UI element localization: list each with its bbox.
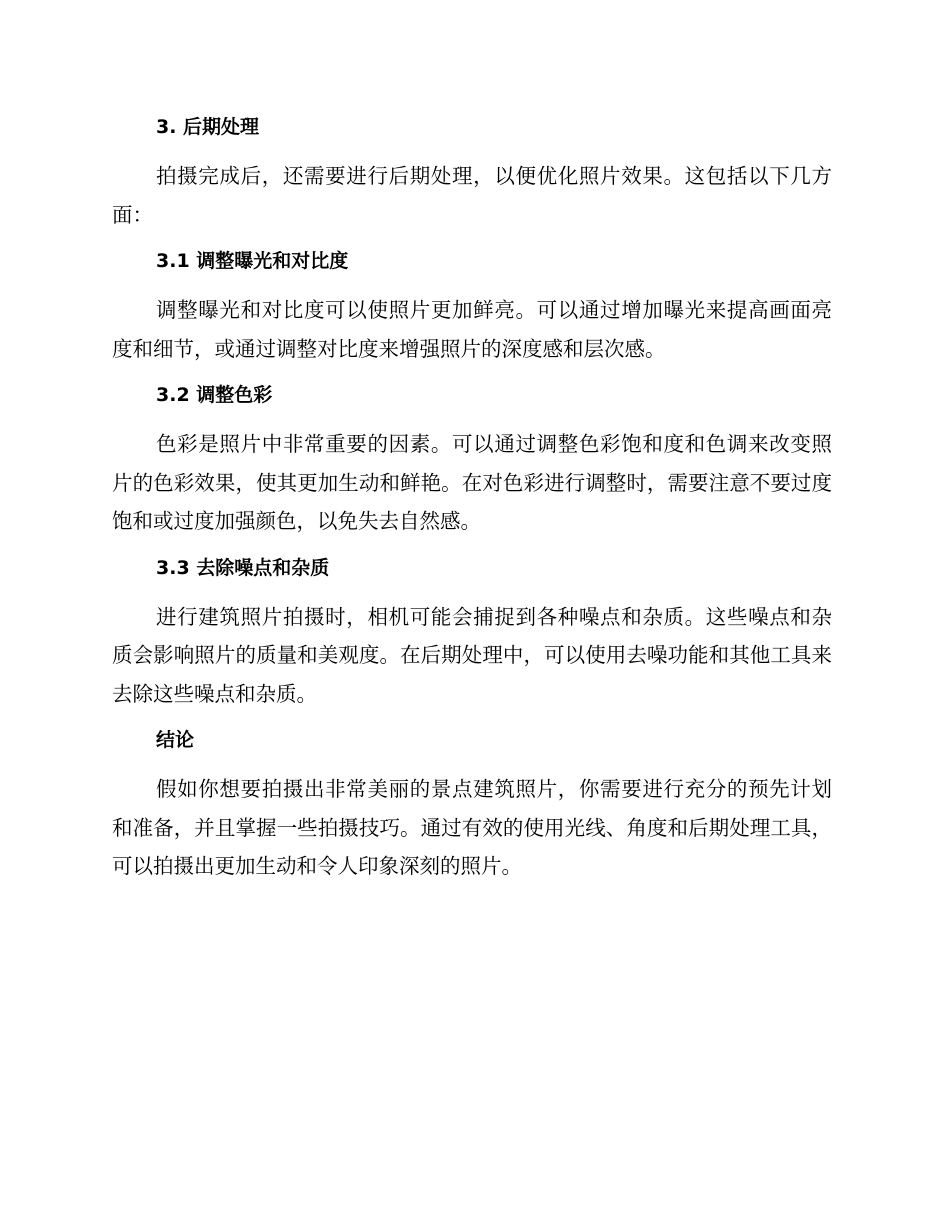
- subsection-paragraph-noise: 进行建筑照片拍摄时，相机可能会捕捉到各种噪点和杂质。这些噪点和杂质会影响照片的质量和美观度。在后期处理中，可以使用去噪功能和其他工具来去除这些噪点和杂质。: [112, 604, 832, 706]
- subsection-paragraph-exposure: 调整曝光和对比度可以使照片更加鲜亮。可以通过增加曝光来提高画面亮度和细节，或通过调整对比度来增强照片的深度感和层次感。: [112, 298, 832, 361]
- subsection-heading-noise: 3.3 去除噪点和杂质: [156, 556, 330, 579]
- subsection-paragraph-color: 色彩是照片中非常重要的因素。可以通过调整色彩饱和度和色调来改变照片的色彩效果，使其更加生动和鲜艳。在对色彩进行调整时，需要注意不要过度饱和或过度加强颜色，以免失去自然感。: [112, 432, 832, 533]
- subsection-heading-color: 3.2 调整色彩: [156, 384, 273, 406]
- document-content: [112, 112, 832, 898]
- section-heading: 3. 后期处理: [156, 116, 260, 138]
- conclusion-heading: 结论: [156, 729, 195, 751]
- section-intro-paragraph: 拍摄完成后，还需要进行后期处理，以便优化照片效果。这包括以下几方面：: [112, 164, 832, 227]
- subsection-heading-exposure: 3.1 调整曝光和对比度: [156, 250, 349, 272]
- conclusion-paragraph: 假如你想要拍摄出非常美丽的景点建筑照片，你需要进行充分的预先计划和准备，并且掌握一些拍摄技巧。通过有效的使用光线、角度和后期处理工具，可以拍摄出更加生动和令人印象深刻的照片。: [112, 777, 832, 878]
